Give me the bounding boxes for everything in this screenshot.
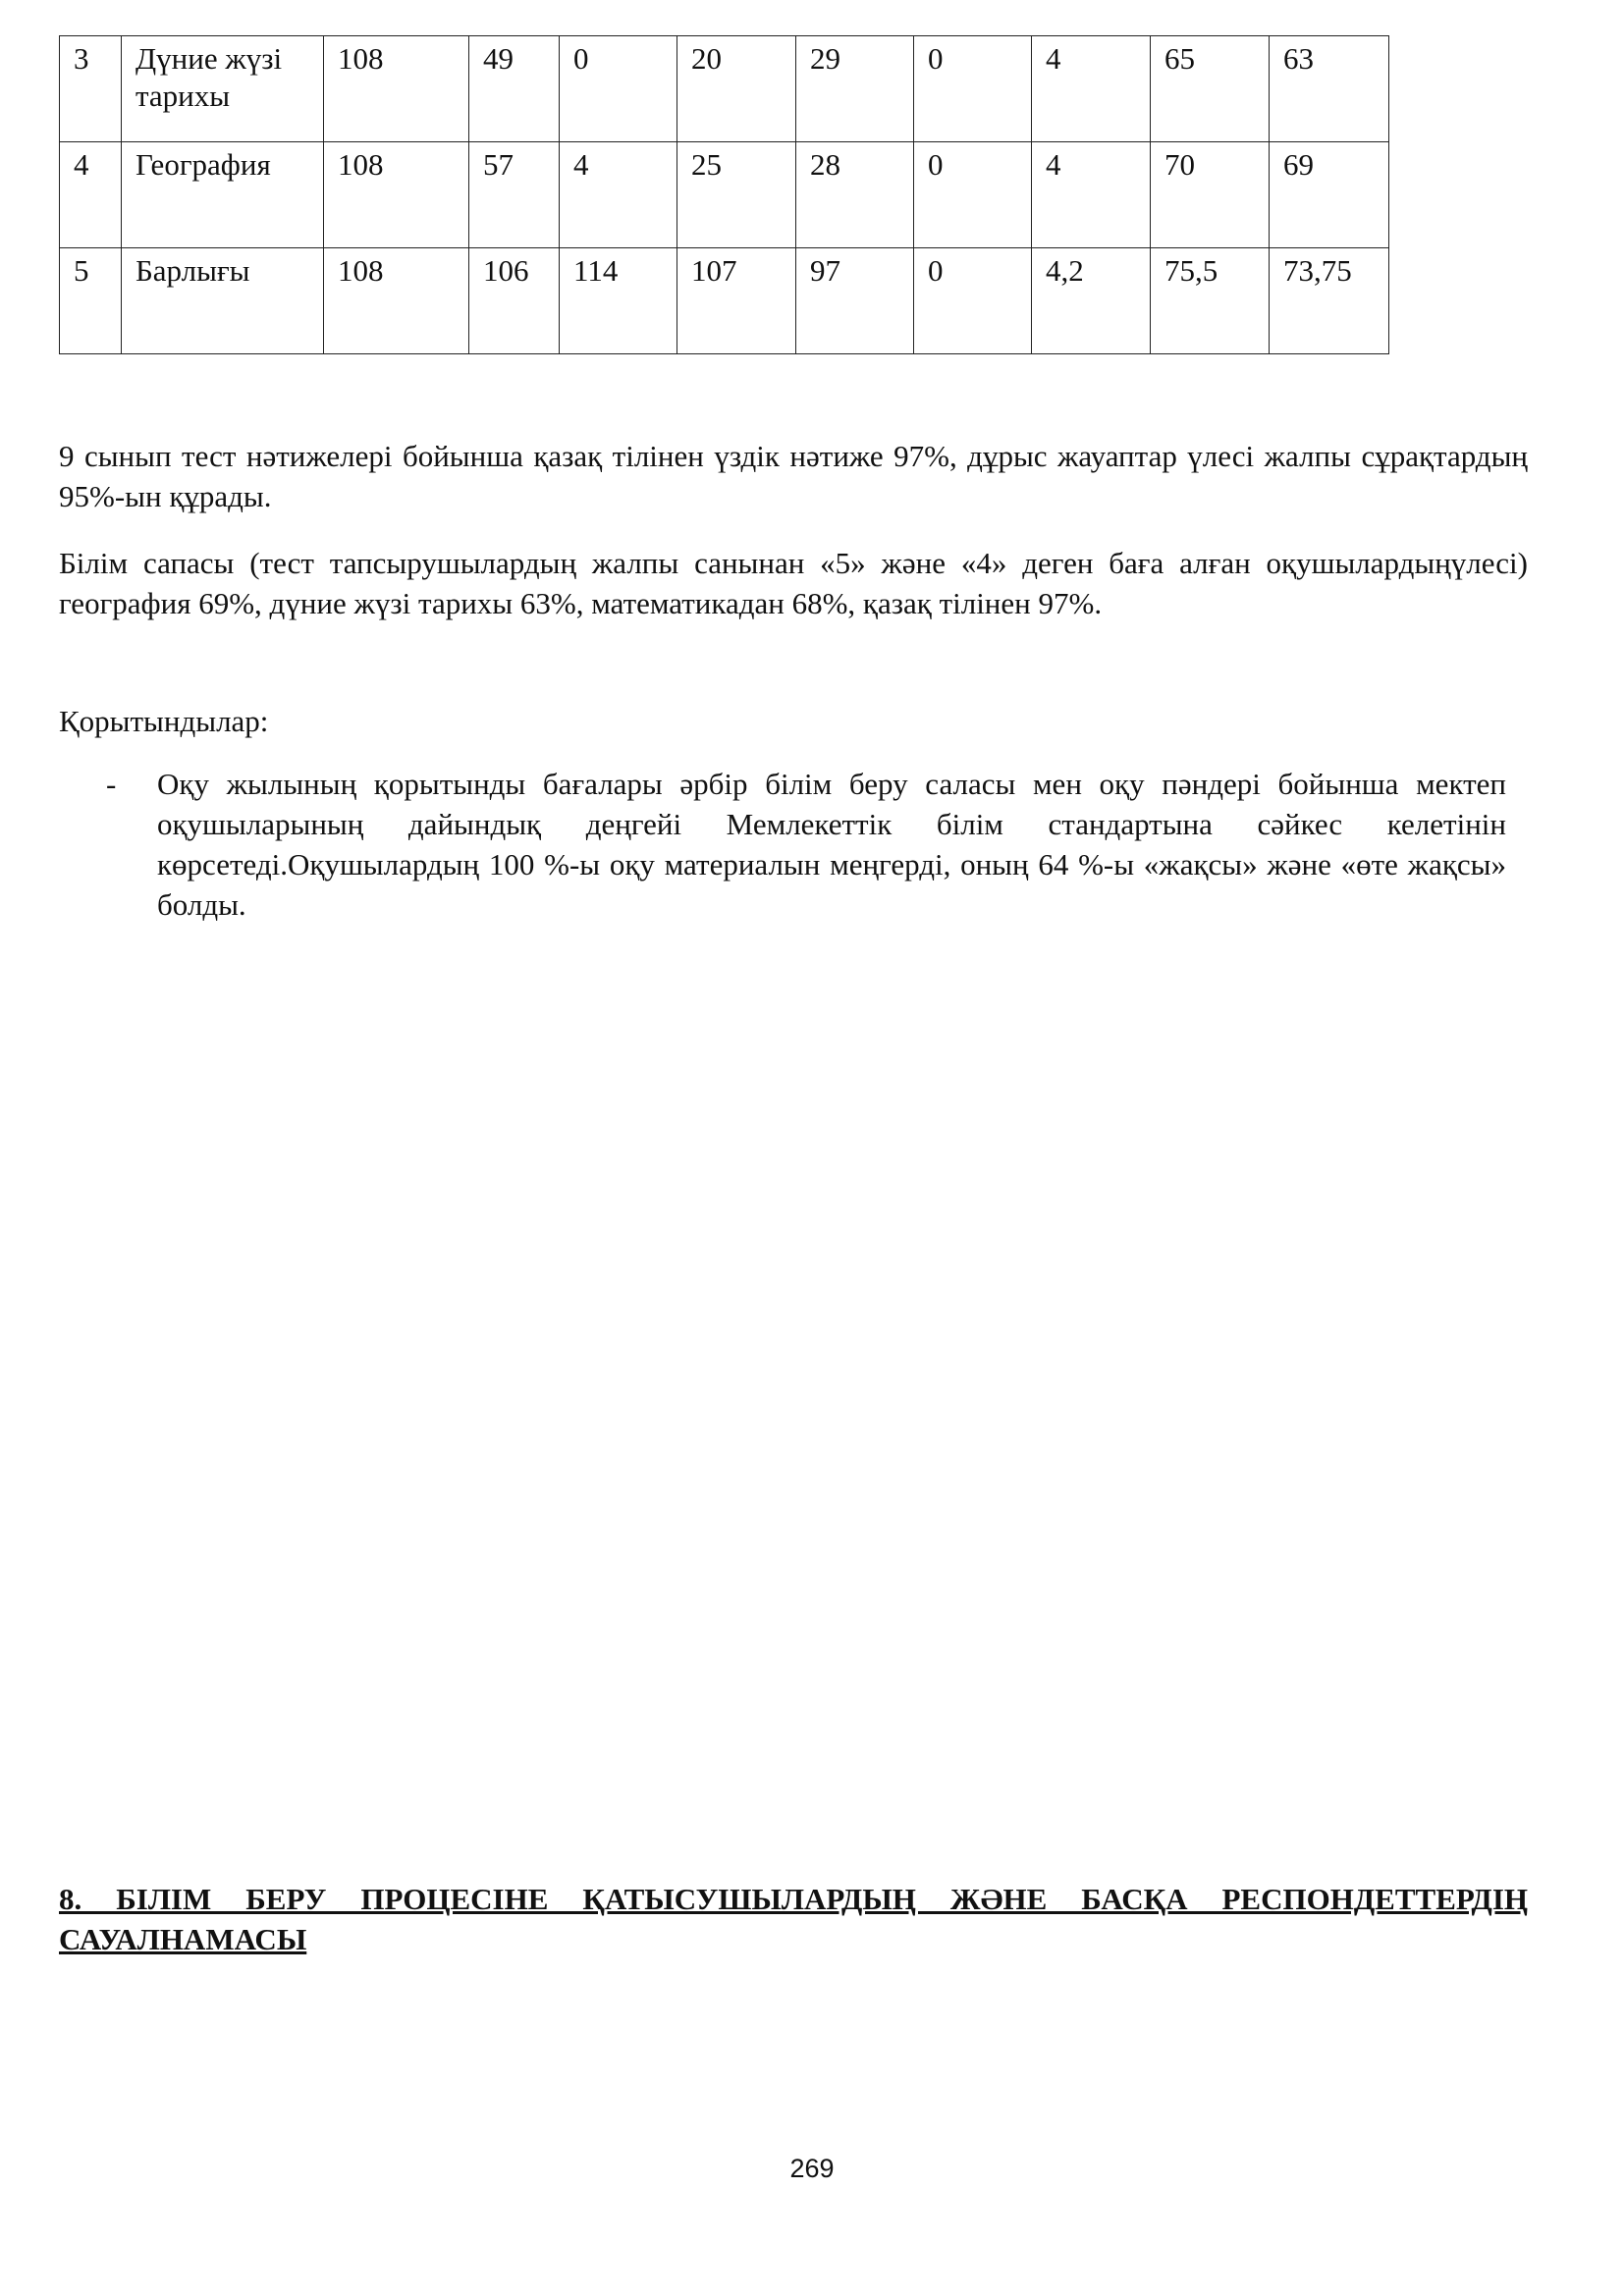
conclusion-bullet-text: Оқу жылының қорытынды бағалары әрбір білім беру саласы мен оқу пәндері бойынша мектеп оқушыларының дайындық деңгейі Мемлекеттік білім стандартына сәйкес келетінін көрсетеді.Оқушылардың 100 %-ы оқу материалын меңгерді, оның 64 %-ы «жақсы» және «өте жақсы» болды. [157, 767, 1506, 922]
table-cell: 57 [469, 142, 560, 248]
bullet-marker: - [106, 767, 117, 801]
table-cell: 20 [677, 36, 796, 142]
page-number: 269 [789, 2154, 835, 2183]
table-cell: 28 [796, 142, 914, 248]
table-cell: 0 [914, 36, 1032, 142]
conclusions-heading: Қорытындылар: [59, 704, 269, 738]
table-cell: 107 [677, 248, 796, 354]
table-cell: 4 [560, 142, 677, 248]
table-cell: 5 [60, 248, 122, 354]
table-cell: 4 [60, 142, 122, 248]
table-cell: 29 [796, 36, 914, 142]
table-cell: 63 [1270, 36, 1389, 142]
table-cell: География [122, 142, 324, 248]
table-cell: 114 [560, 248, 677, 354]
table-cell: 0 [914, 248, 1032, 354]
table-cell: 0 [914, 142, 1032, 248]
table-row [60, 248, 1389, 354]
table-cell: 106 [469, 248, 560, 354]
table-cell: 108 [324, 248, 469, 354]
table-cell: 75,5 [1151, 248, 1270, 354]
table-cell: Барлығы [122, 248, 324, 354]
table-row [60, 36, 1389, 142]
table-cell: 4,2 [1032, 248, 1151, 354]
table-cell: 69 [1270, 142, 1389, 248]
table-cell: 97 [796, 248, 914, 354]
table-cell: Дүние жүзі тарихы [122, 36, 324, 142]
table-cell: 4 [1032, 142, 1151, 248]
table-cell: 25 [677, 142, 796, 248]
quality-paragraph: Білім сапасы (тест тапсырушылардың жалпы санынан «5» және «4» деген баға алған оқушылардыңүлесі) география 69%, дүние жүзі тарихы 63%, математикадан 68%, қазақ тілінен 97%. [59, 546, 1528, 620]
results-table [59, 35, 1389, 354]
test-results-paragraph: 9 сынып тест нәтижелері бойынша қазақ тілінен үздік нәтиже 97%, дұрыс жауаптар үлесі жалпы сұрақтардың 95%-ын құрады. [59, 439, 1528, 513]
table-row [60, 142, 1389, 248]
table-cell: 108 [324, 36, 469, 142]
table-cell: 108 [324, 142, 469, 248]
table-cell: 0 [560, 36, 677, 142]
table-cell: 73,75 [1270, 248, 1389, 354]
table-cell: 4 [1032, 36, 1151, 142]
section-heading: 8. БІЛІМ БЕРУ ПРОЦЕСІНЕ ҚАТЫСУШЫЛАРДЫҢ ЖӘНЕ БАСҚА РЕСПОНДЕТТЕРДІҢ САУАЛНАМАСЫ [59, 1882, 1528, 1956]
table-cell: 65 [1151, 36, 1270, 142]
table-cell: 70 [1151, 142, 1270, 248]
table-cell: 3 [60, 36, 122, 142]
table-cell: 49 [469, 36, 560, 142]
